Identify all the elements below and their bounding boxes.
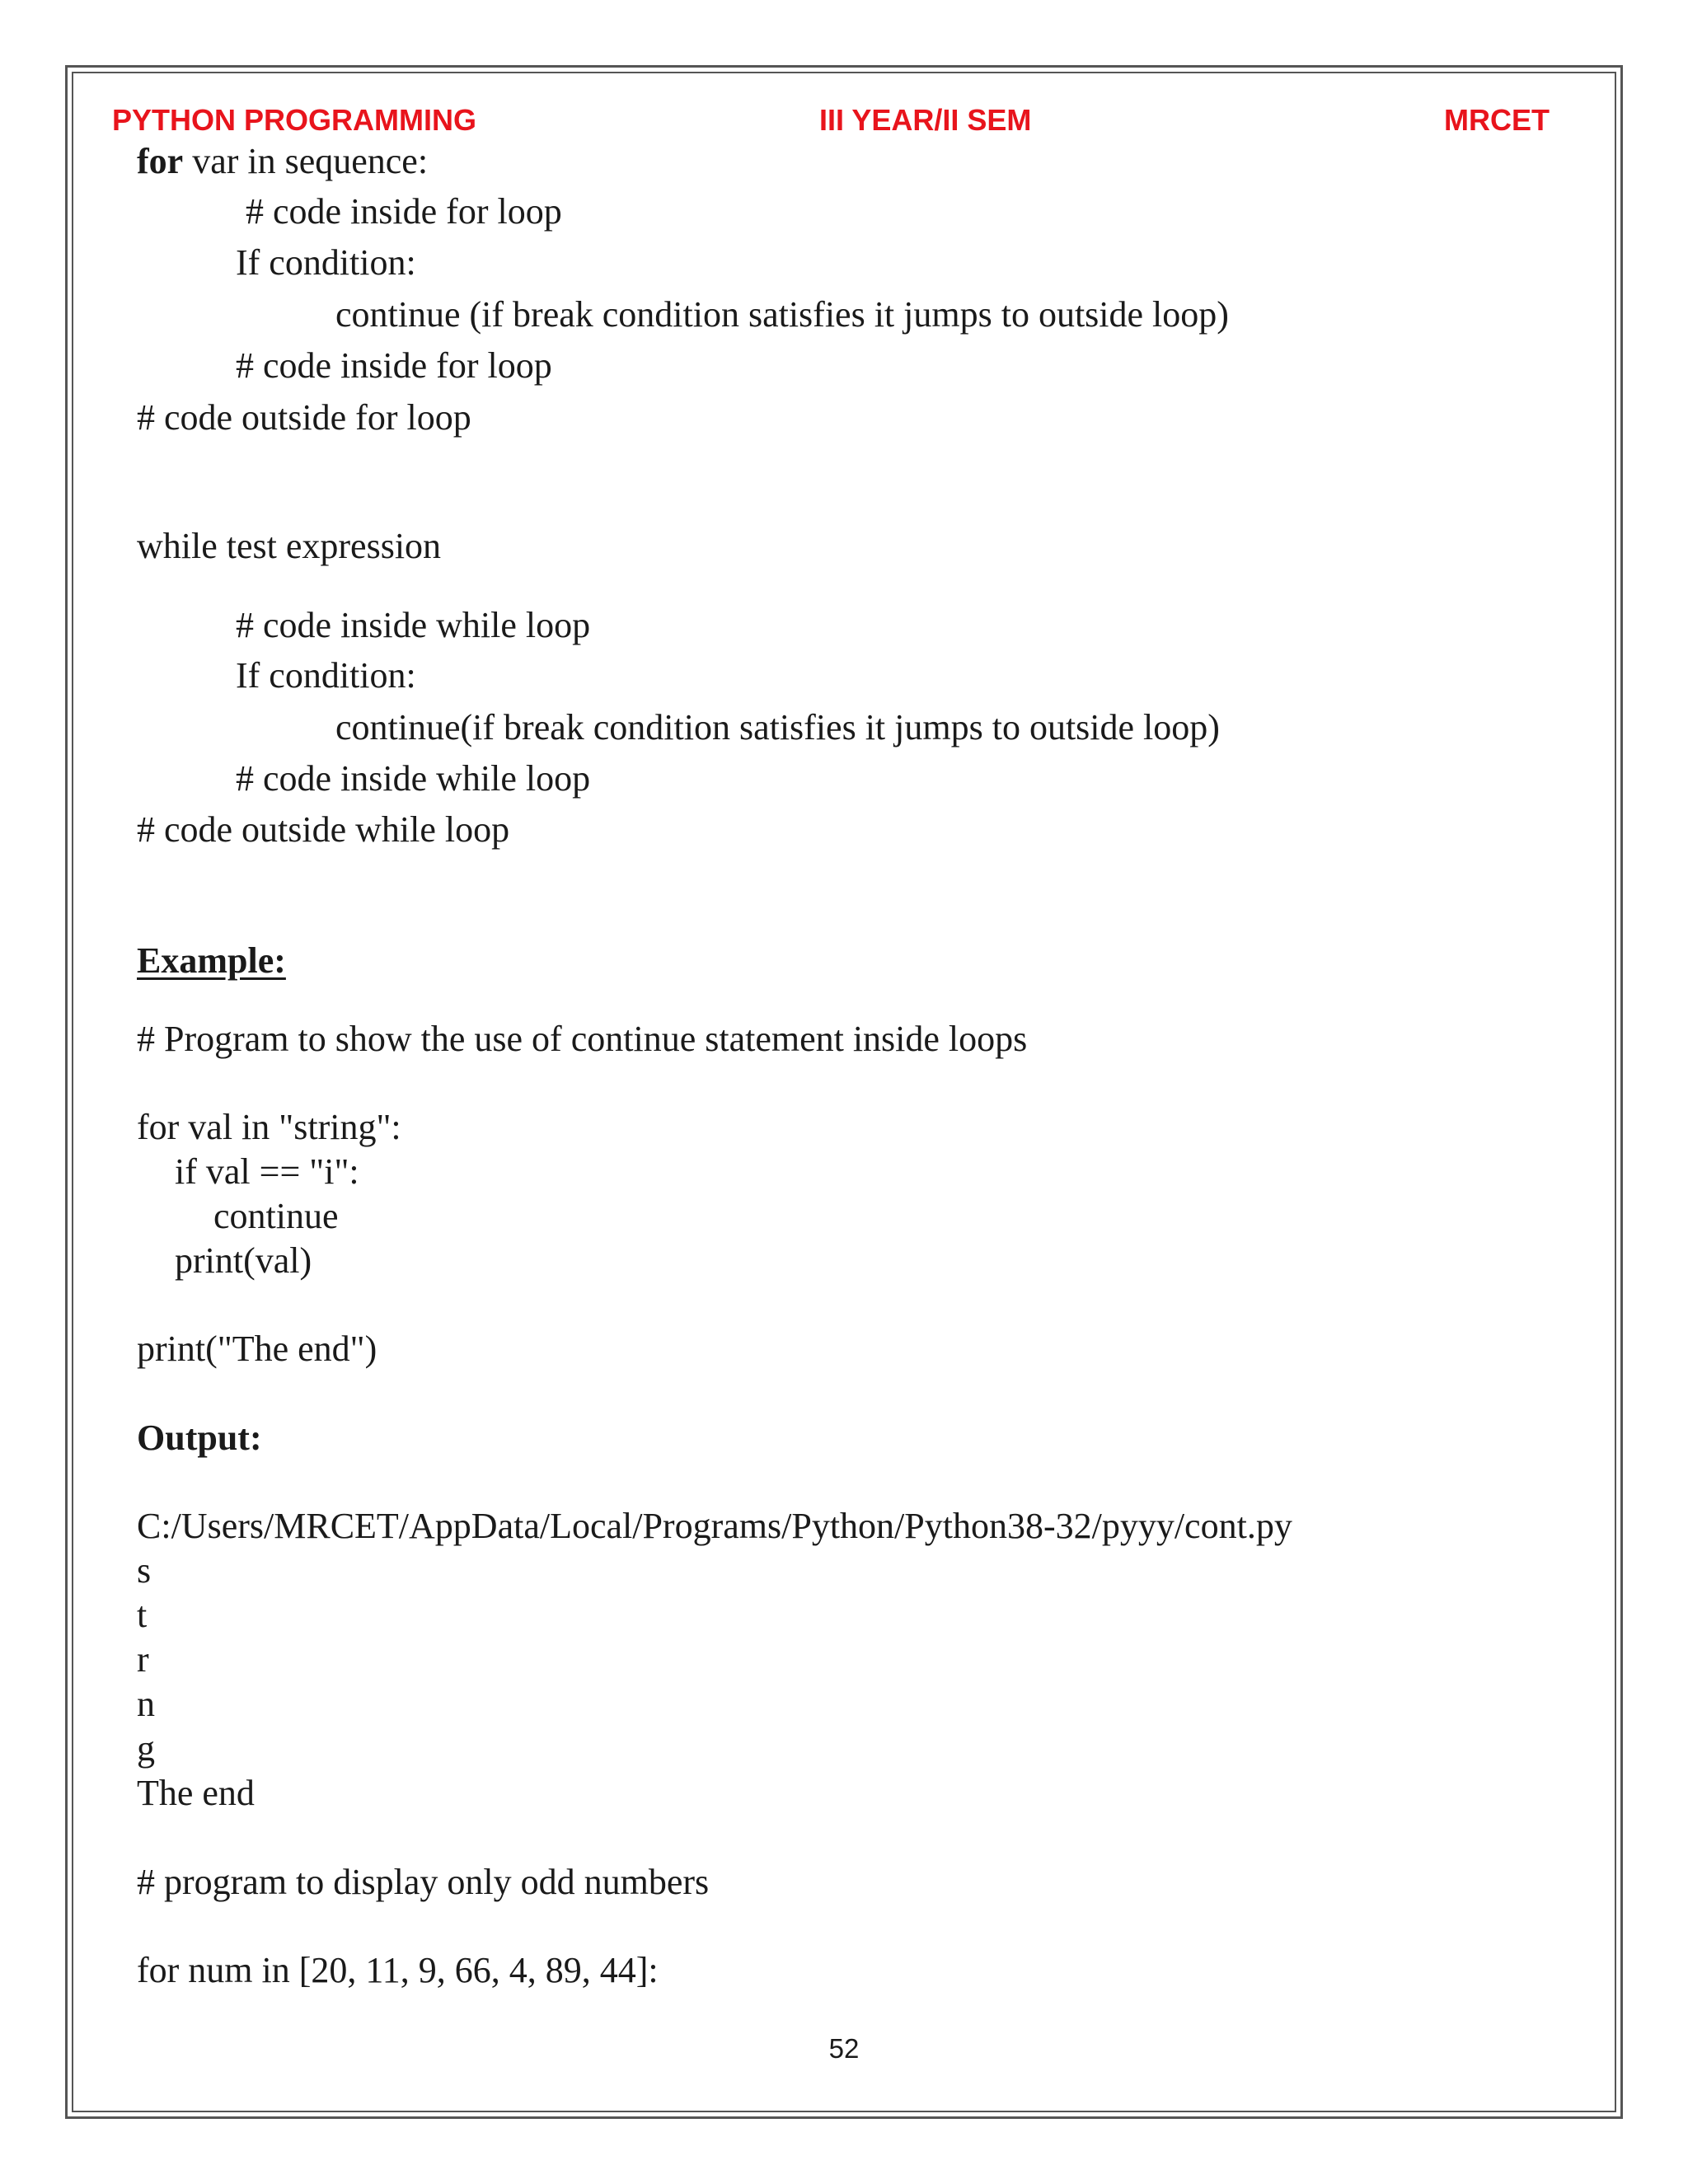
while-syntax-line-3: If condition: xyxy=(236,655,416,696)
while-syntax-line-2: # code inside while loop xyxy=(236,605,591,645)
output-end: The end xyxy=(137,1773,255,1813)
example-code-line-1: for val in "string": xyxy=(137,1107,401,1147)
header-course-title: PYTHON PROGRAMMING xyxy=(112,103,477,137)
for-syntax-line-1-rest: var in sequence: xyxy=(183,141,429,181)
output-char: g xyxy=(137,1728,155,1769)
for-syntax-line-4: continue (if break condition satisfies it jumps to outside loop) xyxy=(335,294,1229,335)
output-char: r xyxy=(137,1639,149,1680)
example-code-line-4: print(val) xyxy=(175,1240,312,1281)
while-syntax-line-1: while test expression xyxy=(137,526,442,566)
while-syntax-line-4: continue(if break condition satisfies it jumps to outside loop) xyxy=(335,707,1220,748)
for-keyword: for xyxy=(137,141,184,181)
page-number: 52 xyxy=(828,2033,860,2064)
odd-program-for-line: for num in [20, 11, 9, 66, 4, 89, 44]: xyxy=(137,1950,659,1990)
for-syntax-line-6: # code outside for loop xyxy=(137,397,471,438)
output-heading: Output: xyxy=(137,1418,262,1458)
header-year-sem: III YEAR/II SEM xyxy=(819,103,1032,137)
example-final-print: print("The end") xyxy=(137,1329,377,1369)
example-code-line-2: if val == "i": xyxy=(175,1151,359,1192)
for-syntax-line-1 xyxy=(137,139,428,184)
while-syntax-line-5: # code inside while loop xyxy=(236,758,591,799)
output-char: s xyxy=(137,1550,152,1591)
for-syntax-line-5: # code inside for loop xyxy=(236,345,552,386)
output-char: n xyxy=(137,1684,155,1724)
output-char: t xyxy=(137,1595,148,1635)
for-syntax-line-2: # code inside for loop xyxy=(246,191,562,232)
output-path: C:/Users/MRCET/AppData/Local/Programs/Python/Python38-32/pyyy/cont.py xyxy=(137,1506,1292,1546)
example-code-line-3: continue xyxy=(213,1196,339,1236)
header-college: MRCET xyxy=(1444,103,1550,137)
odd-program-comment: # program to display only odd numbers xyxy=(137,1862,710,1902)
for-syntax-line-3: If condition: xyxy=(236,242,416,283)
example-heading: Example: xyxy=(137,940,286,981)
while-syntax-line-6: # code outside while loop xyxy=(137,809,510,850)
example-comment: # Program to show the use of continue statement inside loops xyxy=(137,1019,1028,1059)
